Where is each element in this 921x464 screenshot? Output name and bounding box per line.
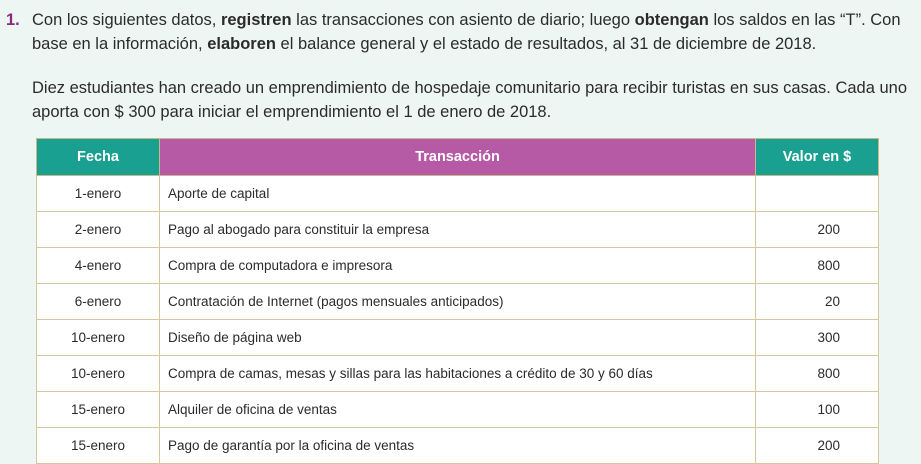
row-value: 300 bbox=[756, 320, 879, 356]
table-row bbox=[37, 212, 879, 248]
header-date: Fecha bbox=[37, 139, 160, 176]
row-transaction: Pago al abogado para constituir la empresa bbox=[160, 212, 756, 248]
exercise-instruction bbox=[6, 8, 916, 56]
table-row bbox=[37, 248, 879, 284]
row-value: 20 bbox=[756, 284, 879, 320]
transactions-table bbox=[36, 138, 879, 464]
exercise-text bbox=[32, 8, 916, 56]
row-value: 100 bbox=[756, 392, 879, 428]
row-transaction: Alquiler de oficina de ventas bbox=[160, 392, 756, 428]
row-date: 2-enero bbox=[37, 212, 160, 248]
row-date: 15-enero bbox=[37, 392, 160, 428]
exercise-number: 1. bbox=[6, 11, 20, 29]
instruction-text: Con los siguientes datos, bbox=[32, 11, 221, 29]
table-row bbox=[37, 356, 879, 392]
row-transaction: Pago de garantía por la oficina de ventas bbox=[160, 428, 756, 464]
row-date: 10-enero bbox=[37, 320, 160, 356]
row-date: 4-enero bbox=[37, 248, 160, 284]
header-value: Valor en $ bbox=[756, 139, 879, 176]
table-row bbox=[37, 284, 879, 320]
header-transaction: Transacción bbox=[160, 139, 756, 176]
row-value bbox=[756, 176, 879, 212]
scenario-paragraph: Diez estudiantes han creado un emprendimiento de hospedaje comunitario para recibir turistas en sus casas. Cada uno aporta con $ 300 para iniciar el emprendimiento el 1 de enero de 2018. bbox=[32, 79, 908, 121]
row-transaction: Diseño de página web bbox=[160, 320, 756, 356]
row-date: 15-enero bbox=[37, 428, 160, 464]
row-value: 800 bbox=[756, 356, 879, 392]
row-value: 800 bbox=[756, 248, 879, 284]
row-date: 10-enero bbox=[37, 356, 160, 392]
instruction-text: el balance general y el estado de resultados, al 31 de diciembre de 2018. bbox=[275, 35, 817, 53]
row-value: 200 bbox=[756, 212, 879, 248]
row-transaction: Aporte de capital bbox=[160, 176, 756, 212]
table-row bbox=[37, 320, 879, 356]
table-row bbox=[37, 176, 879, 212]
instruction-verb: registren bbox=[220, 11, 292, 29]
row-transaction: Compra de camas, mesas y sillas para las habitaciones a crédito de 30 y 60 días bbox=[160, 356, 756, 392]
instruction-verb: obtengan bbox=[634, 11, 709, 29]
row-transaction: Contratación de Internet (pagos mensuales anticipados) bbox=[160, 284, 756, 320]
row-transaction: Compra de computadora e impresora bbox=[160, 248, 756, 284]
table-row bbox=[37, 428, 879, 464]
instruction-text: las transacciones con asiento de diario; luego bbox=[291, 11, 635, 29]
row-date: 6-enero bbox=[37, 284, 160, 320]
row-date: 1-enero bbox=[37, 176, 160, 212]
instruction-text: los saldos en las “T”. Con base en la información, bbox=[32, 11, 901, 53]
table-header-row bbox=[37, 139, 879, 176]
table-row bbox=[37, 392, 879, 428]
instruction-verb: elaboren bbox=[207, 35, 276, 53]
row-value: 200 bbox=[756, 428, 879, 464]
